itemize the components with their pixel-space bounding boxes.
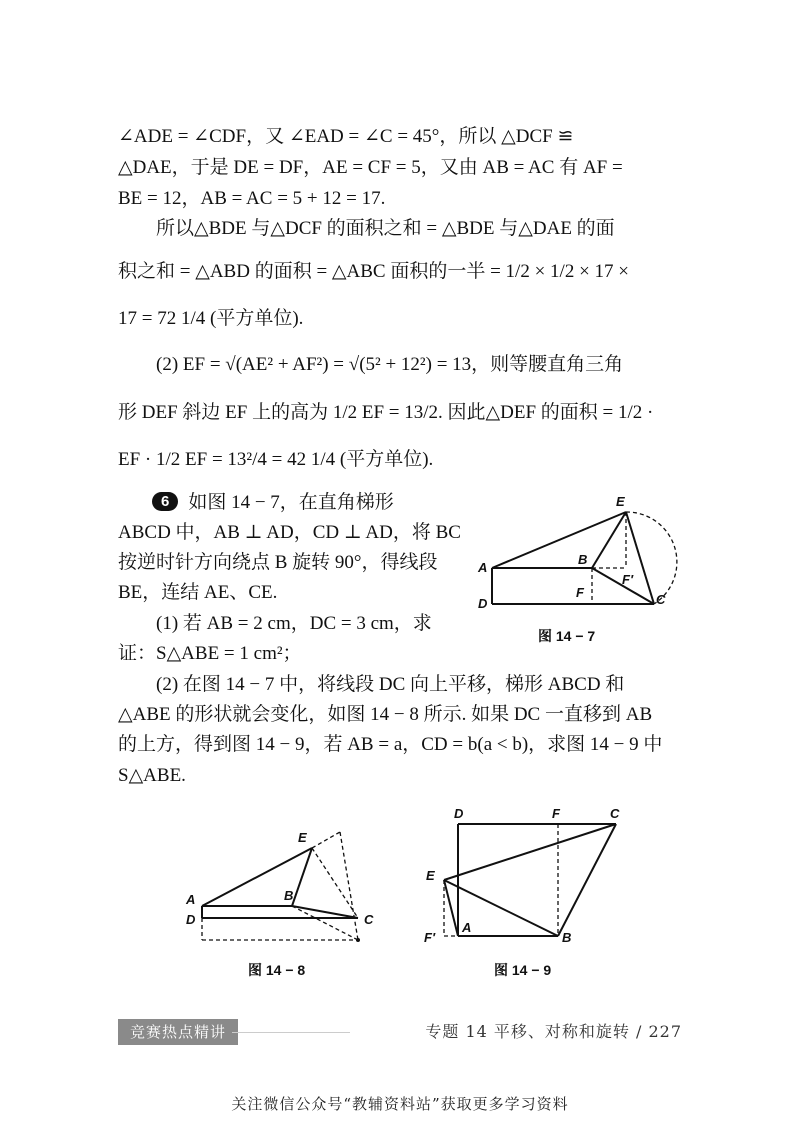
label-B: B (562, 930, 572, 945)
figure-14-9-caption: 图 14 − 9 (494, 962, 552, 978)
label-C: C (656, 592, 666, 607)
figure-14-9 (420, 800, 640, 950)
point-lower-c (356, 938, 360, 942)
dashed-EC (312, 848, 358, 918)
label-D: D (454, 806, 464, 821)
label-Fp: F′ (622, 572, 634, 587)
dashed-upper (312, 832, 340, 848)
text-line-6: 17 = 72 1/4 (平方单位). (118, 308, 304, 329)
label-Fp: F′ (424, 930, 436, 945)
text-line-5: 积之和 = △ABD 的面积 = △ABC 面积的一半 = 1/2 × 1/2 × 17 × (118, 261, 630, 282)
text-line-8: 形 DEF 斜边 EF 上的高为 1/2 EF = 13/2. 因此△DEF 的面积 = 1/2 · (118, 402, 654, 423)
problem-number-badge: 6 (152, 492, 178, 511)
footer-rule (232, 1032, 350, 1033)
part2-line-4: S△ABE. (118, 765, 186, 786)
label-F: F (576, 585, 584, 600)
segment-BE (592, 512, 626, 568)
label-C: C (364, 912, 374, 927)
segment-EA (444, 880, 458, 936)
label-D: D (186, 912, 196, 927)
segment-AE (492, 512, 626, 568)
label-A: A (462, 920, 472, 935)
part2-line-2: △ABE 的形状就会变化，如图 14 − 8 所示. 如果 DC 一直移到 AB (118, 704, 653, 725)
label-F: F (552, 806, 560, 821)
problem-line-2: ABCD 中，AB ⊥ AD，CD ⊥ AD，将 BC (118, 522, 461, 543)
part2-line-1: (2) 在图 14 − 7 中，将线段 DC 向上平移，梯形 ABCD 和 (156, 674, 625, 695)
label-E: E (616, 494, 625, 509)
label-C: C (610, 806, 620, 821)
figure-14-8 (180, 822, 390, 952)
segment-BC (292, 906, 358, 918)
label-B: B (284, 888, 294, 903)
figure-14-7-caption: 图 14 − 7 (538, 628, 596, 644)
label-E: E (298, 830, 307, 845)
text-line-3: BE = 12，AB = AC = 5 + 12 = 17. (118, 188, 386, 209)
problem-line-1-text: 如图 14 − 7，在直角梯形 (188, 492, 394, 513)
text-line-4: 所以△BDE 与△DCF 的面积之和 = △BDE 与△DAE 的面 (156, 218, 615, 239)
label-E: E (426, 868, 435, 883)
label-A: A (186, 892, 196, 907)
figure-14-8-caption: 图 14 − 8 (248, 962, 306, 978)
rotation-arc (626, 512, 677, 604)
problem-line-5: (1) 若 AB = 2 cm，DC = 3 cm，求 (156, 613, 432, 634)
footer-section-tag: 竞赛热点精讲 (118, 1019, 238, 1045)
problem-line-4: BE，连结 AE、CE. (118, 582, 278, 603)
part2-line-3: 的上方，得到图 14 − 9，若 AB = a，CD = b(a < b)，求图 14 − 9 中 (118, 734, 663, 755)
label-A: A (478, 560, 488, 575)
problem-line-1 (152, 490, 470, 516)
label-D: D (478, 596, 488, 611)
label-B: B (578, 552, 588, 567)
dashed-right (340, 832, 358, 940)
footer-chapter-page: 专题 14 平移、对称和旋转 / 227 (425, 1022, 682, 1041)
bottom-watermark-note: 关注微信公众号“教辅资料站”获取更多学习资料 (231, 1095, 569, 1113)
text-line-7: (2) EF = √(AE² + AF²) = √(5² + 12²) = 13，则等腰直角三角 (156, 354, 624, 375)
problem-line-3: 按逆时针方向绕点 B 旋转 90°，得线段 (118, 552, 438, 573)
text-line-9: EF · 1/2 EF = 13²/4 = 42 1/4 (平方单位). (118, 449, 434, 470)
problem-line-6: 证：S△ABE = 1 cm²； (118, 643, 302, 664)
segment-EC (444, 824, 616, 880)
text-line-2: △DAE，于是 DE = DF，AE = CF = 5，又由 AB = AC 有 AF = (118, 157, 623, 178)
text-line-1: ∠ADE = ∠CDF，又 ∠EAD = ∠C = 45°，所以 △DCF ≌ (118, 126, 574, 147)
